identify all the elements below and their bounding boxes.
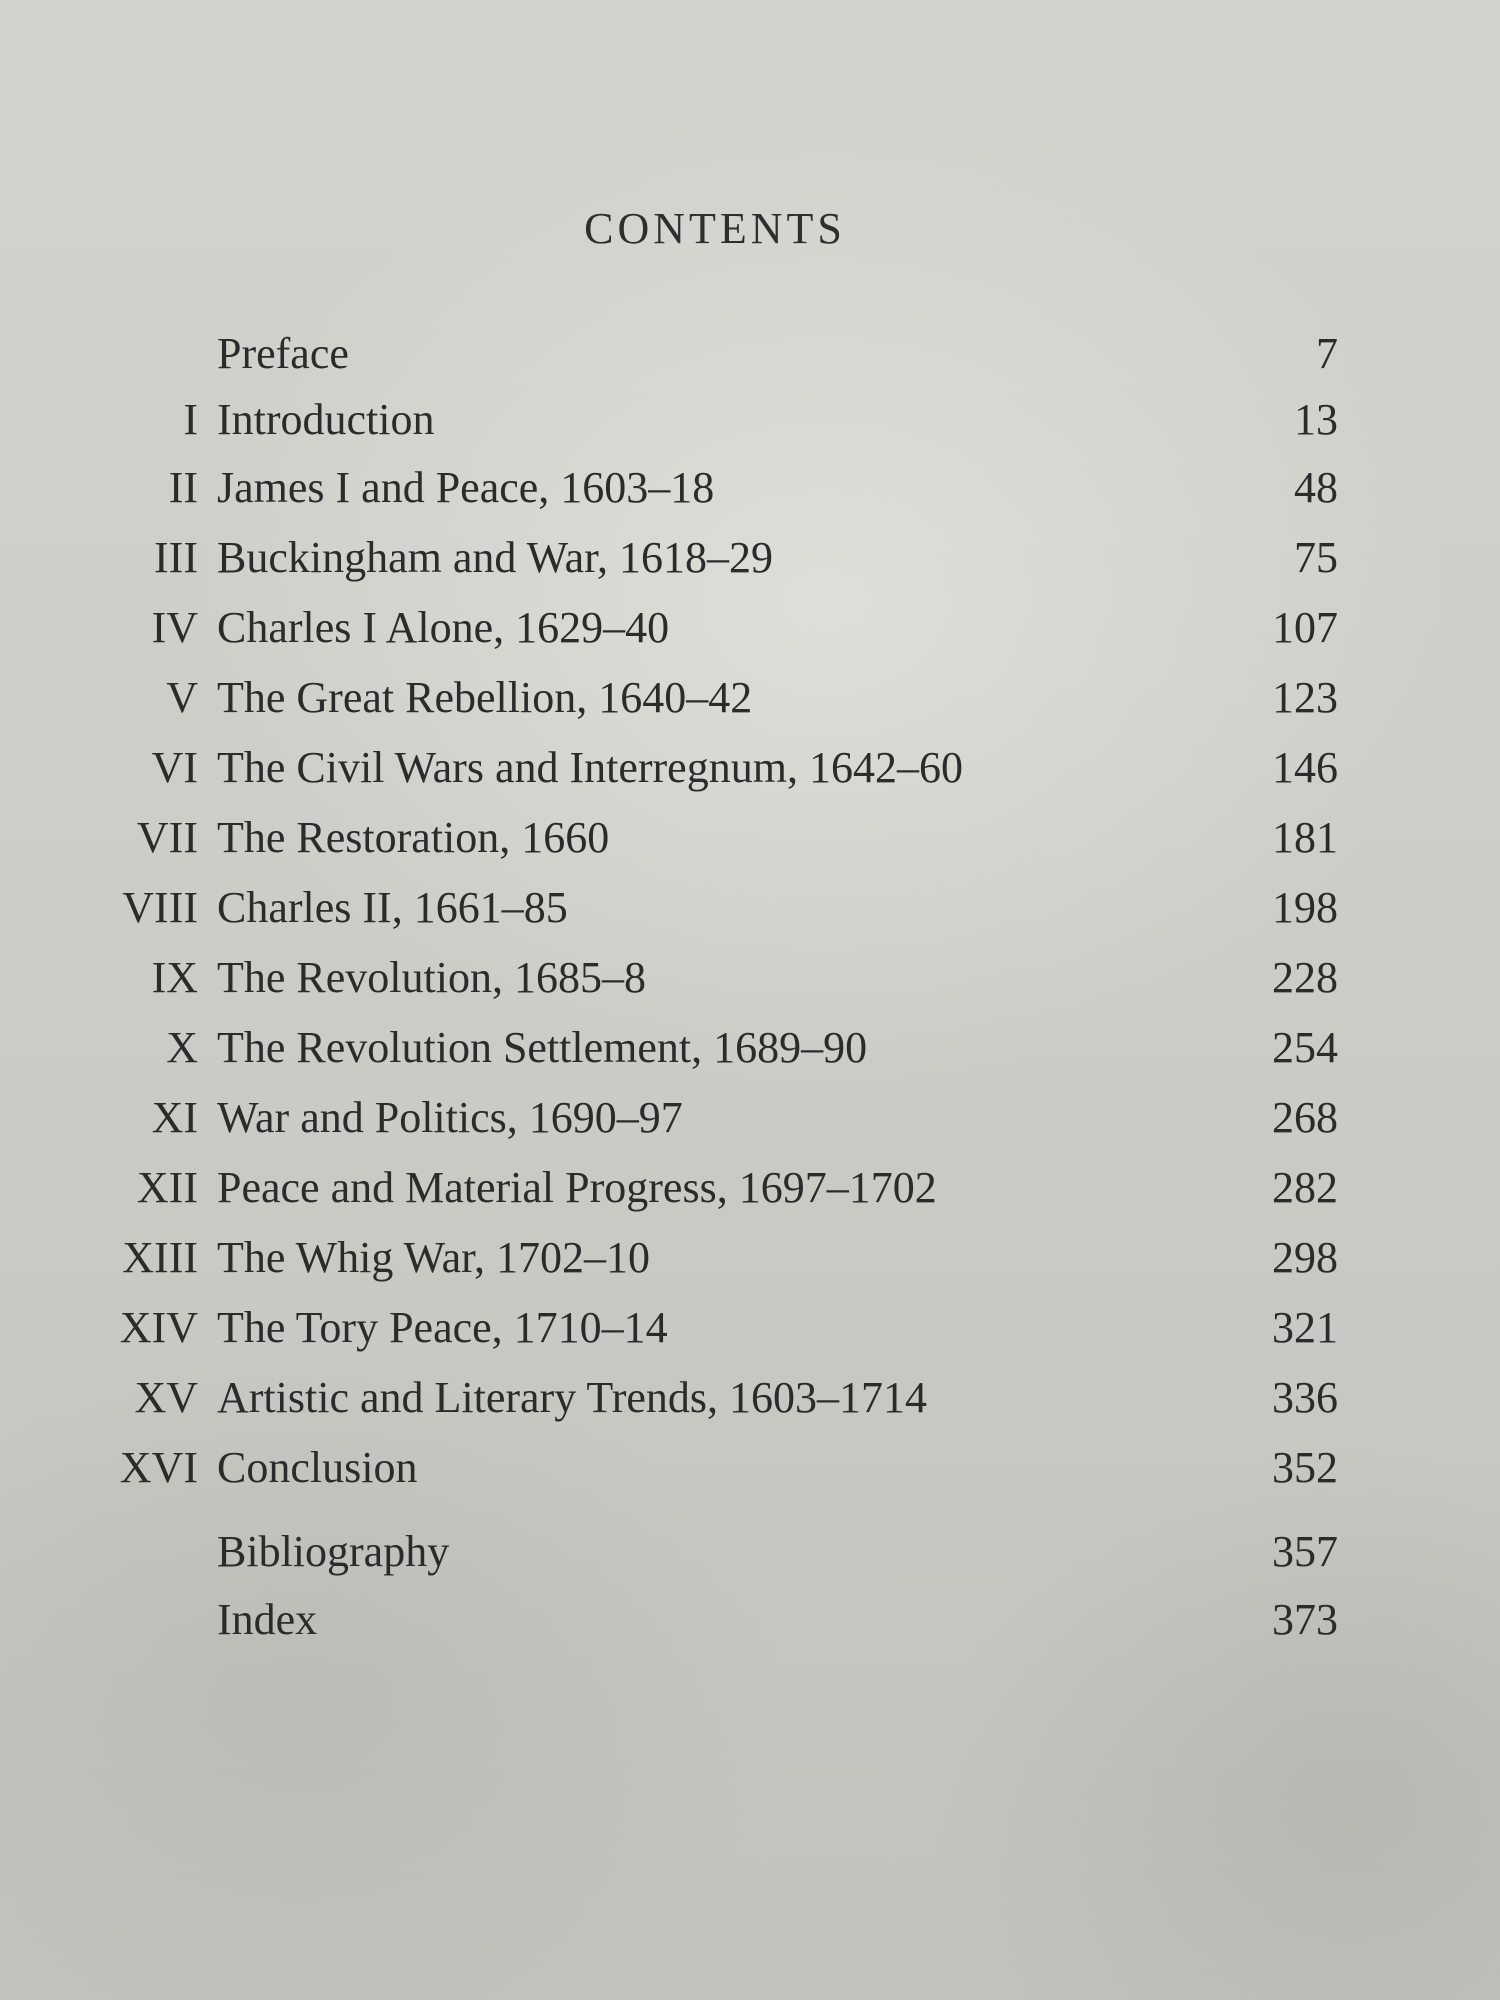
chapter-number: III xyxy=(154,533,198,582)
toc-entry-chapter-14 xyxy=(0,1298,1500,1358)
chapter-title: The Great Rebellion, 1640–42 xyxy=(217,673,753,722)
toc-entry-chapter-16 xyxy=(0,1438,1500,1498)
toc-entry-chapter-4 xyxy=(0,598,1500,658)
toc-entry-chapter-13 xyxy=(0,1228,1500,1288)
toc-entry-chapter-5 xyxy=(0,668,1500,728)
chapter-title: Index xyxy=(217,1595,318,1644)
chapter-title: Introduction xyxy=(217,395,435,444)
toc-entry-chapter-11 xyxy=(0,1088,1500,1148)
page-number: 13 xyxy=(1294,395,1338,444)
chapter-title: The Tory Peace, 1710–14 xyxy=(217,1303,668,1352)
chapter-title: Preface xyxy=(217,329,349,378)
toc-entry-chapter-15 xyxy=(0,1368,1500,1428)
chapter-title: The Whig War, 1702–10 xyxy=(217,1233,650,1282)
page-number: 321 xyxy=(1272,1303,1338,1352)
chapter-number: XII xyxy=(136,1163,198,1212)
toc-entry-chapter-9 xyxy=(0,948,1500,1008)
chapter-title: War and Politics, 1690–97 xyxy=(217,1093,683,1142)
chapter-number: XIV xyxy=(119,1303,198,1352)
chapter-number: II xyxy=(168,463,198,512)
chapter-title: Charles I Alone, 1629–40 xyxy=(217,603,670,652)
page-number: 228 xyxy=(1272,953,1338,1002)
chapter-number: V xyxy=(166,673,198,722)
chapter-title: Charles II, 1661–85 xyxy=(217,883,568,932)
chapter-number: VI xyxy=(151,743,198,792)
toc-entry-chapter-8 xyxy=(0,878,1500,938)
toc-entry-chapter-6 xyxy=(0,738,1500,798)
chapter-number: I xyxy=(183,395,198,444)
chapter-number: XVI xyxy=(119,1443,198,1492)
chapter-number: X xyxy=(166,1023,198,1072)
page-number: 373 xyxy=(1272,1595,1338,1644)
page-number: 123 xyxy=(1272,673,1338,722)
chapter-title: The Revolution, 1685–8 xyxy=(217,953,646,1002)
chapter-title: Buckingham and War, 1618–29 xyxy=(217,533,774,582)
toc-entry-preface xyxy=(0,324,1500,384)
toc-entry-chapter-2 xyxy=(0,458,1500,518)
chapter-number: XV xyxy=(134,1373,198,1422)
page-number: 298 xyxy=(1272,1233,1338,1282)
page-number: 181 xyxy=(1272,813,1338,862)
page-number: 107 xyxy=(1272,603,1338,652)
chapter-number: VII xyxy=(136,813,198,862)
chapter-title: Bibliography xyxy=(217,1527,450,1576)
chapter-number: VIII xyxy=(122,883,198,932)
toc-entry-chapter-10 xyxy=(0,1018,1500,1078)
chapter-title: James I and Peace, 1603–18 xyxy=(217,463,715,512)
page-number: 146 xyxy=(1272,743,1338,792)
page-number: 336 xyxy=(1272,1373,1338,1422)
toc-entry-chapter-12 xyxy=(0,1158,1500,1218)
chapter-number: XI xyxy=(151,1093,198,1142)
chapter-number: IV xyxy=(151,603,198,652)
page-number: 48 xyxy=(1294,463,1338,512)
toc-entry-chapter-3 xyxy=(0,528,1500,588)
chapter-title: Artistic and Literary Trends, 1603–1714 xyxy=(217,1373,928,1422)
page-number: 198 xyxy=(1272,883,1338,932)
toc-entry-chapter-7 xyxy=(0,808,1500,868)
chapter-title: Peace and Material Progress, 1697–1702 xyxy=(217,1163,937,1212)
toc-entry-bibliography xyxy=(0,1522,1500,1582)
page-number: 282 xyxy=(1272,1163,1338,1212)
page-number: 254 xyxy=(1272,1023,1338,1072)
page-number: 7 xyxy=(1316,329,1338,378)
contents-heading: CONTENTS xyxy=(584,204,846,253)
toc-entry-index xyxy=(0,1590,1500,1650)
page-number: 357 xyxy=(1272,1527,1338,1576)
chapter-title: The Revolution Settlement, 1689–90 xyxy=(217,1023,868,1072)
chapter-title: Conclusion xyxy=(217,1443,418,1492)
chapter-title: The Restoration, 1660 xyxy=(217,813,610,862)
page-number: 75 xyxy=(1294,533,1338,582)
chapter-title: The Civil Wars and Interregnum, 1642–60 xyxy=(217,743,963,792)
page-number: 268 xyxy=(1272,1093,1338,1142)
chapter-number: IX xyxy=(151,953,198,1002)
toc-entry-chapter-1 xyxy=(0,390,1500,450)
page-number: 352 xyxy=(1272,1443,1338,1492)
chapter-number: XIII xyxy=(122,1233,198,1282)
